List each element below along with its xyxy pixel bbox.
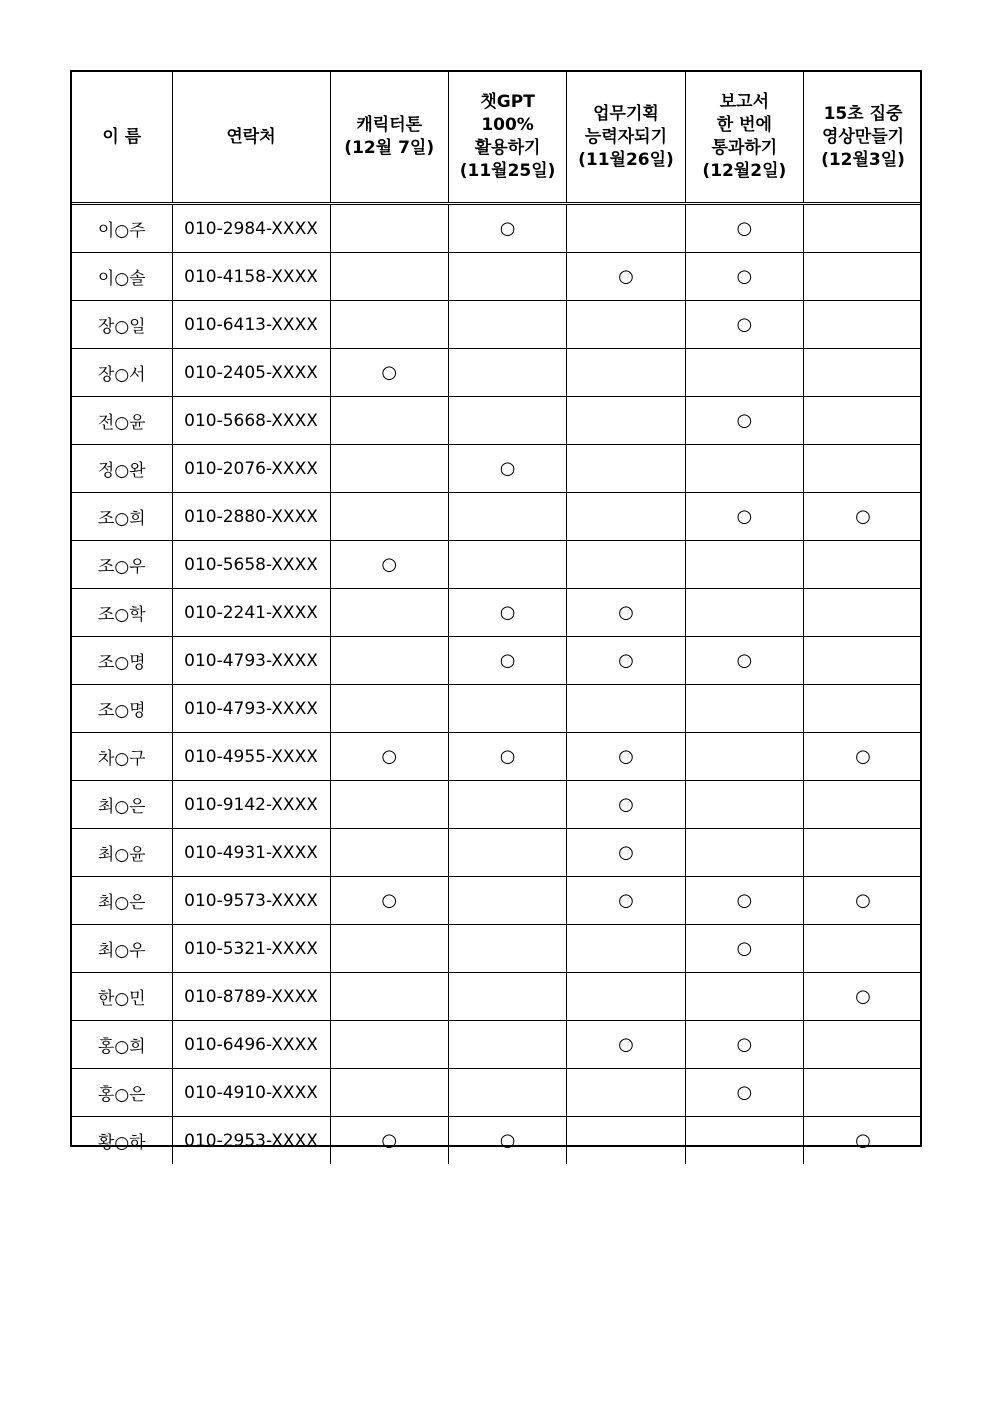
- enrollment-cell-business-planning: [567, 685, 685, 733]
- participant-name: 한○민: [72, 973, 172, 1021]
- enrollment-cell-business-planning: [567, 1117, 685, 1165]
- enrollment-mark: ○: [499, 1129, 516, 1151]
- enrollment-mark: ○: [499, 601, 516, 623]
- enrollment-mark: ○: [381, 745, 398, 767]
- enrollment-cell-short-video: [804, 301, 922, 349]
- enrollment-mark: ○: [618, 265, 634, 287]
- enrollment-mark: ○: [381, 1129, 398, 1151]
- enrollment-cell-chatgpt: [448, 493, 566, 541]
- enrollment-cell-report-writing: [685, 253, 803, 301]
- enrollment-mark: ○: [618, 1033, 634, 1055]
- enrollment-cell-report-writing: [685, 685, 803, 733]
- enrollment-cell-business-planning: [567, 445, 685, 493]
- enrollment-cell-business-planning: [567, 925, 685, 973]
- participant-phone: 010-5668-XXXX: [172, 397, 330, 445]
- enrollment-cell-charactertone: [330, 829, 448, 877]
- enrollment-cell-short-video: [804, 204, 922, 253]
- enrollment-cell-chatgpt: [448, 1069, 566, 1117]
- enrollment-mark: ○: [736, 409, 753, 431]
- participant-name: 이○솔: [72, 253, 172, 301]
- participant-phone: 010-2880-XXXX: [172, 493, 330, 541]
- participant-phone: 010-6413-XXXX: [172, 301, 330, 349]
- table-row: [72, 541, 922, 589]
- enrollment-cell-chatgpt: [448, 1021, 566, 1069]
- enrollment-cell-business-planning: [567, 541, 685, 589]
- enrollment-cell-short-video: [804, 685, 922, 733]
- enrollment-cell-report-writing: [685, 829, 803, 877]
- enrollment-cell-business-planning: [567, 877, 685, 925]
- table-row: [72, 733, 922, 781]
- enrollment-mark: ○: [855, 985, 871, 1007]
- enrollment-cell-report-writing: [685, 493, 803, 541]
- participant-name: 조○우: [72, 541, 172, 589]
- enrollment-cell-chatgpt: [448, 204, 566, 253]
- participant-name: 조○명: [72, 685, 172, 733]
- participant-phone: 010-4931-XXXX: [172, 829, 330, 877]
- enrollment-mark: ○: [499, 649, 516, 671]
- enrollment-mark: ○: [736, 313, 753, 335]
- table-row: [72, 301, 922, 349]
- enrollment-cell-business-planning: [567, 637, 685, 685]
- enrollment-cell-chatgpt: [448, 781, 566, 829]
- enrollment-cell-chatgpt: [448, 925, 566, 973]
- participant-phone: 010-2953-XXXX: [172, 1117, 330, 1165]
- enrollment-cell-report-writing: [685, 637, 803, 685]
- enrollment-cell-business-planning: [567, 253, 685, 301]
- enrollment-cell-short-video: [804, 589, 922, 637]
- enrollment-cell-report-writing: [685, 397, 803, 445]
- enrollment-cell-short-video: [804, 781, 922, 829]
- participant-name: 조○희: [72, 493, 172, 541]
- enrollment-cell-short-video: [804, 541, 922, 589]
- enrollment-mark: ○: [618, 745, 634, 767]
- enrollment-cell-short-video: [804, 445, 922, 493]
- enrollment-cell-charactertone: [330, 253, 448, 301]
- table-row: [72, 637, 922, 685]
- enrollment-mark: ○: [618, 793, 634, 815]
- enrollment-cell-report-writing: [685, 877, 803, 925]
- enrollment-mark: ○: [736, 505, 753, 527]
- enrollment-cell-short-video: [804, 925, 922, 973]
- attendance-sheet: [70, 70, 922, 1153]
- enrollment-cell-short-video: [804, 1117, 922, 1165]
- header-course-business-planning: 업무기획 능력자되기 (11월26일): [567, 72, 685, 204]
- enrollment-cell-chatgpt: [448, 973, 566, 1021]
- table-row: [72, 589, 922, 637]
- participant-name: 정○완: [72, 445, 172, 493]
- enrollment-cell-chatgpt: [448, 637, 566, 685]
- participant-phone: 010-2076-XXXX: [172, 445, 330, 493]
- participant-phone: 010-4910-XXXX: [172, 1069, 330, 1117]
- enrollment-cell-charactertone: [330, 637, 448, 685]
- enrollment-mark: ○: [381, 361, 398, 383]
- enrollment-mark: ○: [381, 889, 398, 911]
- enrollment-cell-report-writing: [685, 1021, 803, 1069]
- participant-name: 조○학: [72, 589, 172, 637]
- table-row: [72, 445, 922, 493]
- enrollment-cell-charactertone: [330, 781, 448, 829]
- enrollment-cell-charactertone: [330, 1117, 448, 1165]
- participant-phone: 010-5321-XXXX: [172, 925, 330, 973]
- header-phone: 연락처: [172, 72, 330, 204]
- enrollment-cell-short-video: [804, 829, 922, 877]
- enrollment-mark: ○: [855, 745, 871, 767]
- enrollment-cell-charactertone: [330, 589, 448, 637]
- enrollment-mark: ○: [618, 841, 634, 863]
- enrollment-cell-report-writing: [685, 781, 803, 829]
- enrollment-cell-short-video: [804, 349, 922, 397]
- header-course-charactertone: 캐릭터톤 (12월 7일): [330, 72, 448, 204]
- enrollment-cell-charactertone: [330, 1069, 448, 1117]
- enrollment-cell-report-writing: [685, 349, 803, 397]
- header-course-report-writing: 보고서 한 번에 통과하기 (12월2일): [685, 72, 803, 204]
- table-row: [72, 349, 922, 397]
- enrollment-cell-business-planning: [567, 204, 685, 253]
- enrollment-cell-short-video: [804, 973, 922, 1021]
- attendance-table: [72, 72, 922, 1164]
- participant-name: 장○서: [72, 349, 172, 397]
- participant-phone: 010-6496-XXXX: [172, 1021, 330, 1069]
- enrollment-mark: ○: [736, 889, 753, 911]
- enrollment-mark: ○: [618, 649, 634, 671]
- enrollment-cell-charactertone: [330, 493, 448, 541]
- participant-phone: 010-2984-XXXX: [172, 204, 330, 253]
- enrollment-cell-report-writing: [685, 589, 803, 637]
- participant-name: 차○구: [72, 733, 172, 781]
- table-row: [72, 829, 922, 877]
- enrollment-cell-business-planning: [567, 493, 685, 541]
- participant-name: 최○은: [72, 781, 172, 829]
- enrollment-mark: ○: [618, 889, 634, 911]
- enrollment-cell-chatgpt: [448, 589, 566, 637]
- participant-phone: 010-2241-XXXX: [172, 589, 330, 637]
- table-row: [72, 204, 922, 253]
- participant-phone: 010-4158-XXXX: [172, 253, 330, 301]
- table-row: [72, 1117, 922, 1165]
- enrollment-mark: ○: [855, 889, 871, 911]
- enrollment-cell-business-planning: [567, 589, 685, 637]
- participant-name: 홍○은: [72, 1069, 172, 1117]
- enrollment-cell-charactertone: [330, 925, 448, 973]
- enrollment-cell-charactertone: [330, 204, 448, 253]
- enrollment-cell-short-video: [804, 733, 922, 781]
- participant-name: 황○하: [72, 1117, 172, 1165]
- enrollment-cell-short-video: [804, 397, 922, 445]
- participant-phone: 010-4793-XXXX: [172, 637, 330, 685]
- enrollment-cell-charactertone: [330, 685, 448, 733]
- enrollment-cell-short-video: [804, 253, 922, 301]
- enrollment-cell-charactertone: [330, 541, 448, 589]
- table-row: [72, 1069, 922, 1117]
- participant-phone: 010-9573-XXXX: [172, 877, 330, 925]
- enrollment-mark: ○: [736, 649, 753, 671]
- enrollment-mark: ○: [618, 601, 634, 623]
- participant-name: 장○일: [72, 301, 172, 349]
- enrollment-cell-report-writing: [685, 1069, 803, 1117]
- enrollment-cell-chatgpt: [448, 829, 566, 877]
- header-name: 이 름: [72, 72, 172, 204]
- enrollment-cell-chatgpt: [448, 445, 566, 493]
- enrollment-cell-charactertone: [330, 397, 448, 445]
- table-row: [72, 973, 922, 1021]
- table-row: [72, 925, 922, 973]
- enrollment-cell-business-planning: [567, 1069, 685, 1117]
- participant-name: 홍○희: [72, 1021, 172, 1069]
- enrollment-cell-charactertone: [330, 973, 448, 1021]
- enrollment-cell-short-video: [804, 1021, 922, 1069]
- enrollment-cell-business-planning: [567, 397, 685, 445]
- header-course-short-video: 15초 집중 영상만들기 (12월3일): [804, 72, 922, 204]
- enrollment-cell-charactertone: [330, 733, 448, 781]
- participant-name: 최○우: [72, 925, 172, 973]
- enrollment-cell-chatgpt: [448, 733, 566, 781]
- enrollment-cell-charactertone: [330, 445, 448, 493]
- enrollment-cell-chatgpt: [448, 253, 566, 301]
- enrollment-cell-report-writing: [685, 301, 803, 349]
- enrollment-mark: ○: [855, 1129, 871, 1151]
- participant-name: 조○명: [72, 637, 172, 685]
- enrollment-cell-business-planning: [567, 1021, 685, 1069]
- enrollment-cell-short-video: [804, 493, 922, 541]
- participant-phone: 010-8789-XXXX: [172, 973, 330, 1021]
- enrollment-cell-business-planning: [567, 973, 685, 1021]
- enrollment-cell-business-planning: [567, 733, 685, 781]
- participant-phone: 010-4793-XXXX: [172, 685, 330, 733]
- table-row: [72, 253, 922, 301]
- enrollment-cell-report-writing: [685, 445, 803, 493]
- enrollment-cell-report-writing: [685, 204, 803, 253]
- participant-phone: 010-9142-XXXX: [172, 781, 330, 829]
- enrollment-cell-report-writing: [685, 1117, 803, 1165]
- enrollment-mark: ○: [736, 1081, 753, 1103]
- enrollment-cell-chatgpt: [448, 301, 566, 349]
- table-row: [72, 397, 922, 445]
- enrollment-mark: ○: [381, 553, 398, 575]
- participant-name: 전○윤: [72, 397, 172, 445]
- enrollment-cell-chatgpt: [448, 541, 566, 589]
- enrollment-mark: ○: [736, 217, 753, 239]
- enrollment-cell-report-writing: [685, 733, 803, 781]
- enrollment-cell-business-planning: [567, 829, 685, 877]
- enrollment-mark: ○: [499, 217, 516, 239]
- enrollment-cell-report-writing: [685, 973, 803, 1021]
- enrollment-cell-business-planning: [567, 349, 685, 397]
- participant-phone: 010-4955-XXXX: [172, 733, 330, 781]
- enrollment-cell-chatgpt: [448, 877, 566, 925]
- enrollment-cell-short-video: [804, 637, 922, 685]
- table-row: [72, 493, 922, 541]
- enrollment-cell-report-writing: [685, 925, 803, 973]
- enrollment-cell-report-writing: [685, 541, 803, 589]
- enrollment-cell-chatgpt: [448, 1117, 566, 1165]
- enrollment-mark: ○: [499, 457, 516, 479]
- table-row: [72, 781, 922, 829]
- enrollment-cell-charactertone: [330, 877, 448, 925]
- participant-name: 최○은: [72, 877, 172, 925]
- header-row: [72, 72, 922, 204]
- participant-phone: 010-5658-XXXX: [172, 541, 330, 589]
- enrollment-cell-charactertone: [330, 349, 448, 397]
- enrollment-cell-chatgpt: [448, 397, 566, 445]
- enrollment-cell-short-video: [804, 877, 922, 925]
- enrollment-mark: ○: [499, 745, 516, 767]
- participant-phone: 010-2405-XXXX: [172, 349, 330, 397]
- table-body: [72, 204, 922, 1165]
- enrollment-cell-short-video: [804, 1069, 922, 1117]
- enrollment-cell-charactertone: [330, 1021, 448, 1069]
- header-course-chatgpt: 챗GPT 100% 활용하기 (11월25일): [448, 72, 566, 204]
- enrollment-mark: ○: [736, 937, 753, 959]
- enrollment-cell-charactertone: [330, 301, 448, 349]
- enrollment-mark: ○: [855, 505, 871, 527]
- enrollment-cell-business-planning: [567, 781, 685, 829]
- enrollment-cell-business-planning: [567, 301, 685, 349]
- enrollment-mark: ○: [736, 265, 753, 287]
- enrollment-cell-chatgpt: [448, 349, 566, 397]
- enrollment-mark: ○: [736, 1033, 753, 1055]
- participant-name: 이○주: [72, 204, 172, 253]
- table-row: [72, 877, 922, 925]
- table-row: [72, 1021, 922, 1069]
- enrollment-cell-chatgpt: [448, 685, 566, 733]
- participant-name: 최○윤: [72, 829, 172, 877]
- table-row: [72, 685, 922, 733]
